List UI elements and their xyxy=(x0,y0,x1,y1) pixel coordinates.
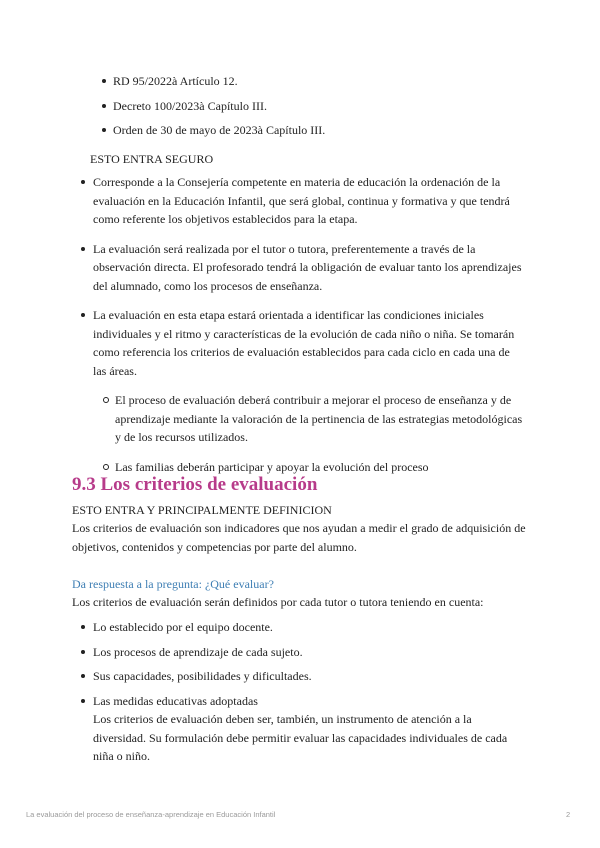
point-text: Corresponde a la Consejería competente en materia de educación la ordenación de la evaluación en la Educación Infantil, que será global, continua y formativa y que tendrá como referente los objetivos establecidos para la etapa. xyxy=(93,175,510,226)
bullet-icon xyxy=(81,699,85,703)
bullet-icon xyxy=(81,674,85,678)
reference-text: Decreto 100/2023à Capítulo III. xyxy=(113,98,267,113)
main-points-list xyxy=(93,173,523,487)
bullet-icon xyxy=(102,128,106,132)
criteria-text: Lo establecido por el equipo docente. xyxy=(93,620,273,634)
list-item xyxy=(93,618,523,637)
list-item xyxy=(113,97,553,122)
references-list xyxy=(113,72,553,146)
circle-bullet-icon xyxy=(103,464,109,470)
list-item xyxy=(93,692,523,766)
sub-point-text: El proceso de evaluación deberá contribuir a mejorar el proceso de enseñanza y de aprendizaje mediante la valoración de la pertinencia de las estrategias metodológicas y de los recursos utilizados. xyxy=(115,393,523,444)
bullet-icon xyxy=(81,247,85,251)
list-item xyxy=(115,391,523,447)
footer-text: La evaluación del proceso de enseñanza-aprendizaje en Educación Infantil xyxy=(26,810,276,819)
note-label: ESTO ENTRA SEGURO xyxy=(90,152,214,166)
criteria-list xyxy=(93,618,523,772)
sub-point-text: Las familias deberán participar y apoyar la evolución del proceso xyxy=(115,459,429,474)
definition-label: ESTO ENTRA Y PRINCIPALMENTE DEFINICION xyxy=(72,503,332,517)
section-title: 9.3 Los criterios de evaluación xyxy=(72,474,318,495)
closing-text: Los criterios de evaluación deben ser, también, un instrumento de atención a la diversidad. Su formulación debe permitir evaluar las capacidades individuales de cada niña o niño. xyxy=(93,712,508,763)
reference-text: Orden de 30 de mayo de 2023à Capítulo III. xyxy=(113,123,326,137)
bullet-icon xyxy=(81,180,85,184)
question-subheading: Da respuesta a la pregunta: ¿Qué evaluar? xyxy=(72,577,274,591)
page-number: 2 xyxy=(566,810,571,819)
point-text: La evaluación en esta etapa estará orientada a identificar las condiciones iniciales individuales y el ritmo y características de la evolución de cada niño o niña. Se tomarán como referencia los criterios de evaluación establecidos para cada ciclo en cada una de las áreas. xyxy=(93,308,515,378)
intro-text: Los criterios de evaluación serán definidos por cada tutor o tutora teniendo en cuenta: xyxy=(72,595,484,609)
list-item xyxy=(113,121,553,146)
bullet-icon xyxy=(81,313,85,317)
bullet-icon xyxy=(81,625,85,629)
circle-bullet-icon xyxy=(103,397,109,403)
bullet-icon xyxy=(102,104,106,108)
criteria-text: Sus capacidades, posibilidades y dificultades. xyxy=(93,669,312,683)
list-item xyxy=(93,173,523,229)
list-item xyxy=(93,240,523,296)
reference-text: RD 95/2022à Artículo 12. xyxy=(113,74,238,88)
list-item xyxy=(93,643,523,662)
list-item xyxy=(113,72,553,97)
criteria-text: Las medidas educativas adoptadas xyxy=(93,693,258,708)
definition-text: Los criterios de evaluación son indicadores que nos ayudan a medir el grado de adquisición de objetivos, contenidos y competencias por parte del alumno. xyxy=(72,521,526,554)
list-item xyxy=(93,306,523,476)
bullet-icon xyxy=(81,650,85,654)
point-text: La evaluación será realizada por el tutor o tutora, preferentemente a través de la observación directa. El profesorado tendrá la obligación de evaluar tanto los aprendizajes del alumnado, como los procesos de enseñanza. xyxy=(93,241,522,293)
list-item xyxy=(93,667,523,686)
sub-points-list xyxy=(115,391,523,476)
criteria-text: Los procesos de aprendizaje de cada sujeto. xyxy=(93,644,303,659)
bullet-icon xyxy=(102,79,106,83)
